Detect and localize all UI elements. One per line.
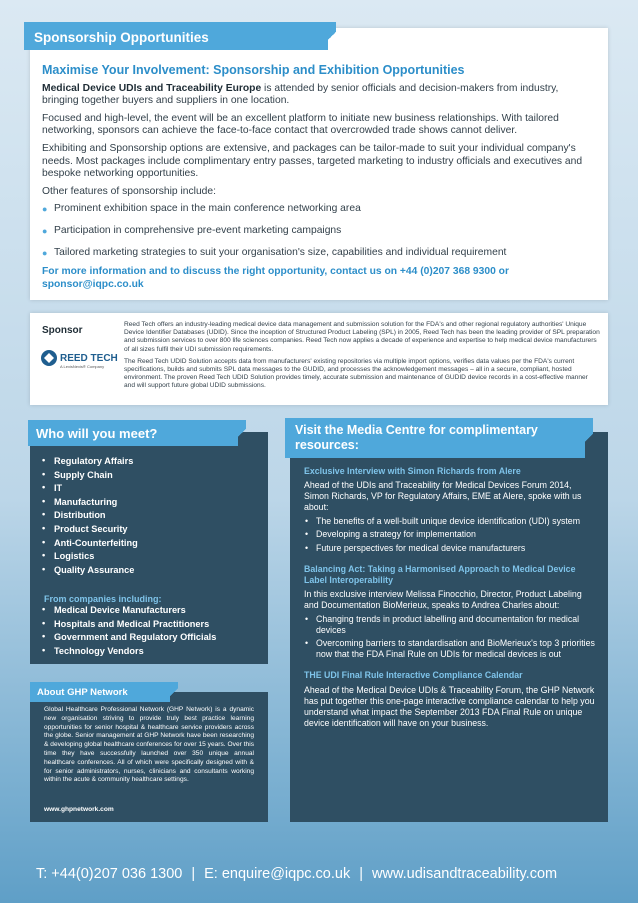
media-section-3 xyxy=(304,670,596,728)
footer-contact xyxy=(36,866,557,882)
list-item: • Logistics xyxy=(36,551,266,565)
reed-tech-logo-text: REED TECH xyxy=(60,353,118,364)
list-item: • Future perspectives for medical device manufacturers xyxy=(304,543,596,554)
list-item: ● Prominent exhibition space in the main conference networking area xyxy=(42,203,592,216)
footer-phone[interactable]: T: +44(0)207 036 1300 xyxy=(36,866,183,882)
footer-separator: | xyxy=(191,866,196,882)
media-section-body: Ahead of the Medical Device UDIs & Traceability Forum, the GHP Network has put together this one-page interactive compliance calendar to help you understand what impact the September 2013 FDA Final Rule on unique device identification will have on your business. xyxy=(304,684,595,728)
sponsor-paragraph-1: Reed Tech offers an industry-leading medical device data management and submission solution for the FDA's and other regional regulatory authorities' Unique Device Identifier Databases (UDID). Since the inception of Structured Product Labeling (SPL) in 2005, Reed Tech has been the leading provider of SPL preparation and submission services to over 800 life sciences companies. Reed Tech now applies a decade of experience and expertise to help medical device manufacturers of all sizes fulfil their UDI submission requirements. xyxy=(124,321,600,353)
list-item: • Overcoming barriers to standardisation and BioMerieux's top 3 priorities now that the FDA Final Rule on UDIs for medical devices is out xyxy=(304,638,596,660)
list-item: • Hospitals and Medical Practitioners xyxy=(36,619,266,633)
media-content xyxy=(304,466,596,739)
list-item: • Quality Assurance xyxy=(36,565,266,579)
sponsorship-content xyxy=(42,64,592,296)
footer-email[interactable]: E: enquire@iqpc.co.uk xyxy=(204,866,351,882)
list-item: • Developing a strategy for implementation xyxy=(304,529,596,540)
media-section-body: In this exclusive interview Melissa Finocchio, Director, Product Labeling and Documentation BioMerieux, speaks to Andrea Charles about: xyxy=(304,588,582,610)
who-tab-title: Who will you meet? xyxy=(28,420,238,446)
sponsorship-features-list xyxy=(42,203,592,259)
sponsorship-paragraph-2: Focused and high-level, the event will be an excellent platform to initiate new business relationships. With tailored networking, sponsors can achieve the face-to-face contact that overcrowded trade shows cannot deliver. xyxy=(42,112,559,137)
footer-separator: | xyxy=(359,866,363,882)
sponsorship-paragraph-3: Exhibiting and Sponsorship options are extensive, and packages can be tailor-made to suit your individual company's needs. Most packages include complimentary entry passes, targeted marketing to industry officials and executives and bespoke networking opportunities. xyxy=(42,142,583,180)
list-item: ● Tailored marketing strategies to suit your organisation's size, capabilities and individual requirement xyxy=(42,247,592,260)
list-item: • The benefits of a well-built unique device identification (UDI) system xyxy=(304,516,596,527)
list-item: • Changing trends in product labelling and documentation for medical devices xyxy=(304,614,596,636)
sponsorship-tab-title: Sponsorship Opportunities xyxy=(24,22,328,50)
companies-list xyxy=(36,605,266,659)
media-section-body: Ahead of the UDIs and Traceability for Medical Devices Forum 2014, Simon Richards, VP for Regulatory Affairs, EME at Alere, spoke with us about: xyxy=(304,480,582,513)
list-item: • Product Security xyxy=(36,524,266,538)
media-section-1 xyxy=(304,466,596,554)
media-section-2 xyxy=(304,564,596,661)
about-tab-title: About GHP Network xyxy=(30,682,170,702)
list-item: • Anti-Counterfeiting xyxy=(36,538,266,552)
list-item: • Technology Vendors xyxy=(36,646,266,660)
list-item: • Manufacturing xyxy=(36,497,266,511)
reed-tech-logo xyxy=(40,348,118,372)
roles-list xyxy=(36,456,266,578)
media-tab-title: Visit the Media Centre for complimentary resources: xyxy=(285,418,585,458)
sponsor-paragraph-2: The Reed Tech UDID Solution accepts data from manufacturers' existing repositories via multiple import options, verifies data values per the FDA's current specifications, builds and submits SPL data messages to the GUDID, and processes the acknowledgement messages – all in a secure, compliant, hosted environment. The proven Reed Tech UDID Solution provides timely, accurate submission and maintenance of GUDID device records in a cost-effective manner and will support future global UDID submissions. xyxy=(124,357,588,390)
list-item: • Distribution xyxy=(36,510,266,524)
list-item: • Regulatory Affairs xyxy=(36,456,266,470)
sponsorship-paragraph-1: Medical Device UDIs and Traceability Europe is attended by senior officials and decision-makers from industry, bringing together buyers and suppliers in one location. xyxy=(42,82,559,107)
sponsorship-contact-link[interactable]: For more information and to discuss the right opportunity, contact us on +44 (0)207 368 9300 or sponsor@iqpc.co.uk xyxy=(42,266,509,290)
sponsor-description xyxy=(124,321,600,395)
sponsorship-heading: Maximise Your Involvement: Sponsorship and Exhibition Opportunities xyxy=(42,63,465,77)
list-item: • Medical Device Manufacturers xyxy=(36,605,266,619)
list-item: • Supply Chain xyxy=(36,470,266,484)
reed-tech-logo-subtext: A LexisNexis® Company xyxy=(60,364,105,369)
ghp-network-link[interactable]: www.ghpnetwork.com xyxy=(44,806,114,813)
media-section-list xyxy=(304,516,596,553)
companies-heading: From companies including: xyxy=(44,594,162,604)
event-name: Medical Device UDIs and Traceability Europe xyxy=(42,82,262,94)
list-item: • Government and Regulatory Officials xyxy=(36,632,266,646)
sponsorship-paragraph-4: Other features of sponsorship include: xyxy=(42,185,217,197)
list-item: ● Participation in comprehensive pre-event marketing campaigns xyxy=(42,225,592,238)
media-section-title[interactable]: Exclusive Interview with Simon Richards from Alere xyxy=(304,466,521,476)
media-section-list xyxy=(304,614,596,660)
footer-website[interactable]: www.udisandtraceability.com xyxy=(372,866,558,882)
media-section-title[interactable]: Balancing Act: Taking a Harmonised Approach to Medical Device Label Interoperability xyxy=(304,563,576,585)
media-section-title[interactable]: THE UDI Final Rule Interactive Compliance Calendar xyxy=(304,670,523,681)
about-description: Global Healthcare Professional Network (GHP Network) is a dynamic new organisation striving to provide truly best practice learning opportunities for senior hospital & healthcare service providers across the globe. Senior management at GHP Network have been researching & developing global healthcare conferences for over 15 years. Over this time they have successfully launched over 350 unique annual healthcare conferences. All of which were specifically designed with & for senior administrators, nurses, clinicians and consultants working within the acute & community healthcare settings. xyxy=(44,706,254,784)
sponsor-label: Sponsor xyxy=(42,325,83,336)
list-item: • IT xyxy=(36,483,266,497)
